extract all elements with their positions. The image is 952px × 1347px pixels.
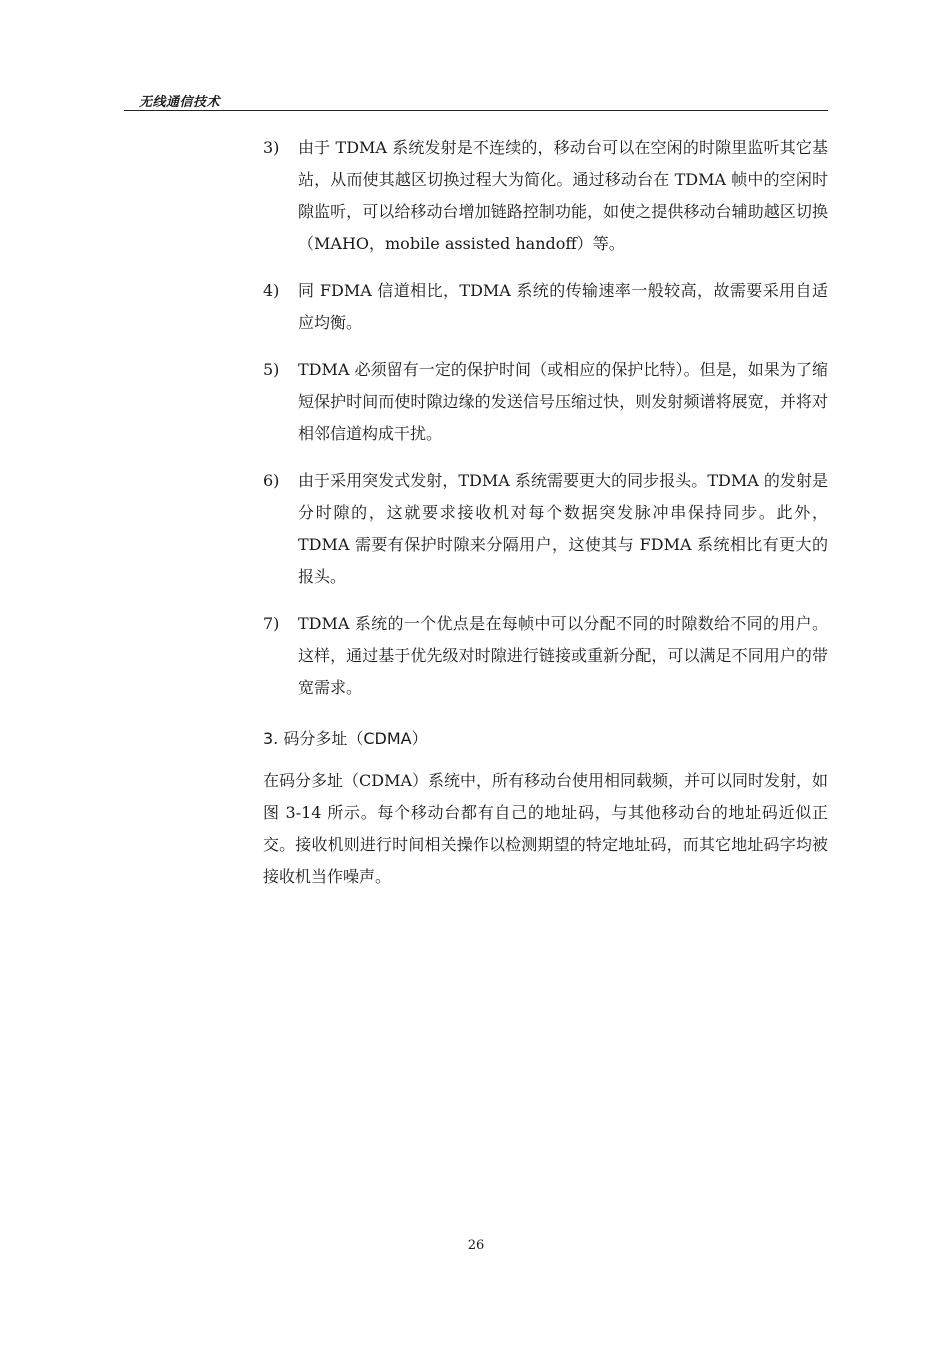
header-rule	[124, 110, 828, 111]
list-item	[263, 465, 828, 593]
list-item-text: 由于 TDMA 系统发射是不连续的，移动台可以在空闲的时隙里监听其它基站，从而使其越区切换过程大为简化。通过移动台在 TDMA 帧中的空闲时隙监听，可以给移动台增加链路控制功能，如使之提供移动台辅助越区切换（MAHO，mobile assisted handoff）等。	[298, 138, 828, 253]
list-item	[263, 354, 828, 450]
list-item-text: TDMA 必须留有一定的保护时间（或相应的保护比特）。但是，如果为了缩短保护时间而使时隙边缘的发送信号压缩过快，则发射频谱将展宽，并将对相邻信道构成干扰。	[298, 360, 828, 443]
section-heading: 3. 码分多址（CDMA）	[263, 729, 428, 748]
list-item-text: TDMA 系统的一个优点是在每帧中可以分配不同的时隙数给不同的用户。这样，通过基于优先级对时隙进行链接或重新分配，可以满足不同用户的带宽需求。	[298, 614, 828, 697]
running-header: 无线通信技术	[139, 95, 221, 110]
list-item-number: 4)	[263, 281, 280, 300]
page-body	[263, 132, 828, 893]
list-item-text: 同 FDMA 信道相比，TDMA 系统的传输速率一般较高，故需要采用自适应均衡。	[298, 281, 828, 332]
list-item	[263, 132, 828, 260]
list-item	[263, 608, 828, 704]
body-paragraph: 在码分多址（CDMA）系统中，所有移动台使用相同载频，并可以同时发射，如图 3-14 所示。每个移动台都有自己的地址码，与其他移动台的地址码近似正交。接收机则进行时间相关操作以检测期望的特定地址码，而其它地址码字均被接收机当作噪声。	[263, 771, 829, 886]
page-number: 26	[467, 1238, 485, 1253]
list-item-number: 7)	[263, 614, 280, 633]
list-item-number: 5)	[263, 360, 280, 379]
list-item-number: 6)	[263, 471, 280, 490]
list-item-text: 由于采用突发式发射，TDMA 系统需要更大的同步报头。TDMA 的发射是分时隙的，这就要求接收机对每个数据突发脉冲串保持同步。此外，TDMA 需要有保护时隙来分隔用户，这使其与 FDMA 系统相比有更大的报头。	[298, 471, 828, 586]
list-item	[263, 275, 828, 339]
list-item-number: 3)	[263, 138, 280, 157]
